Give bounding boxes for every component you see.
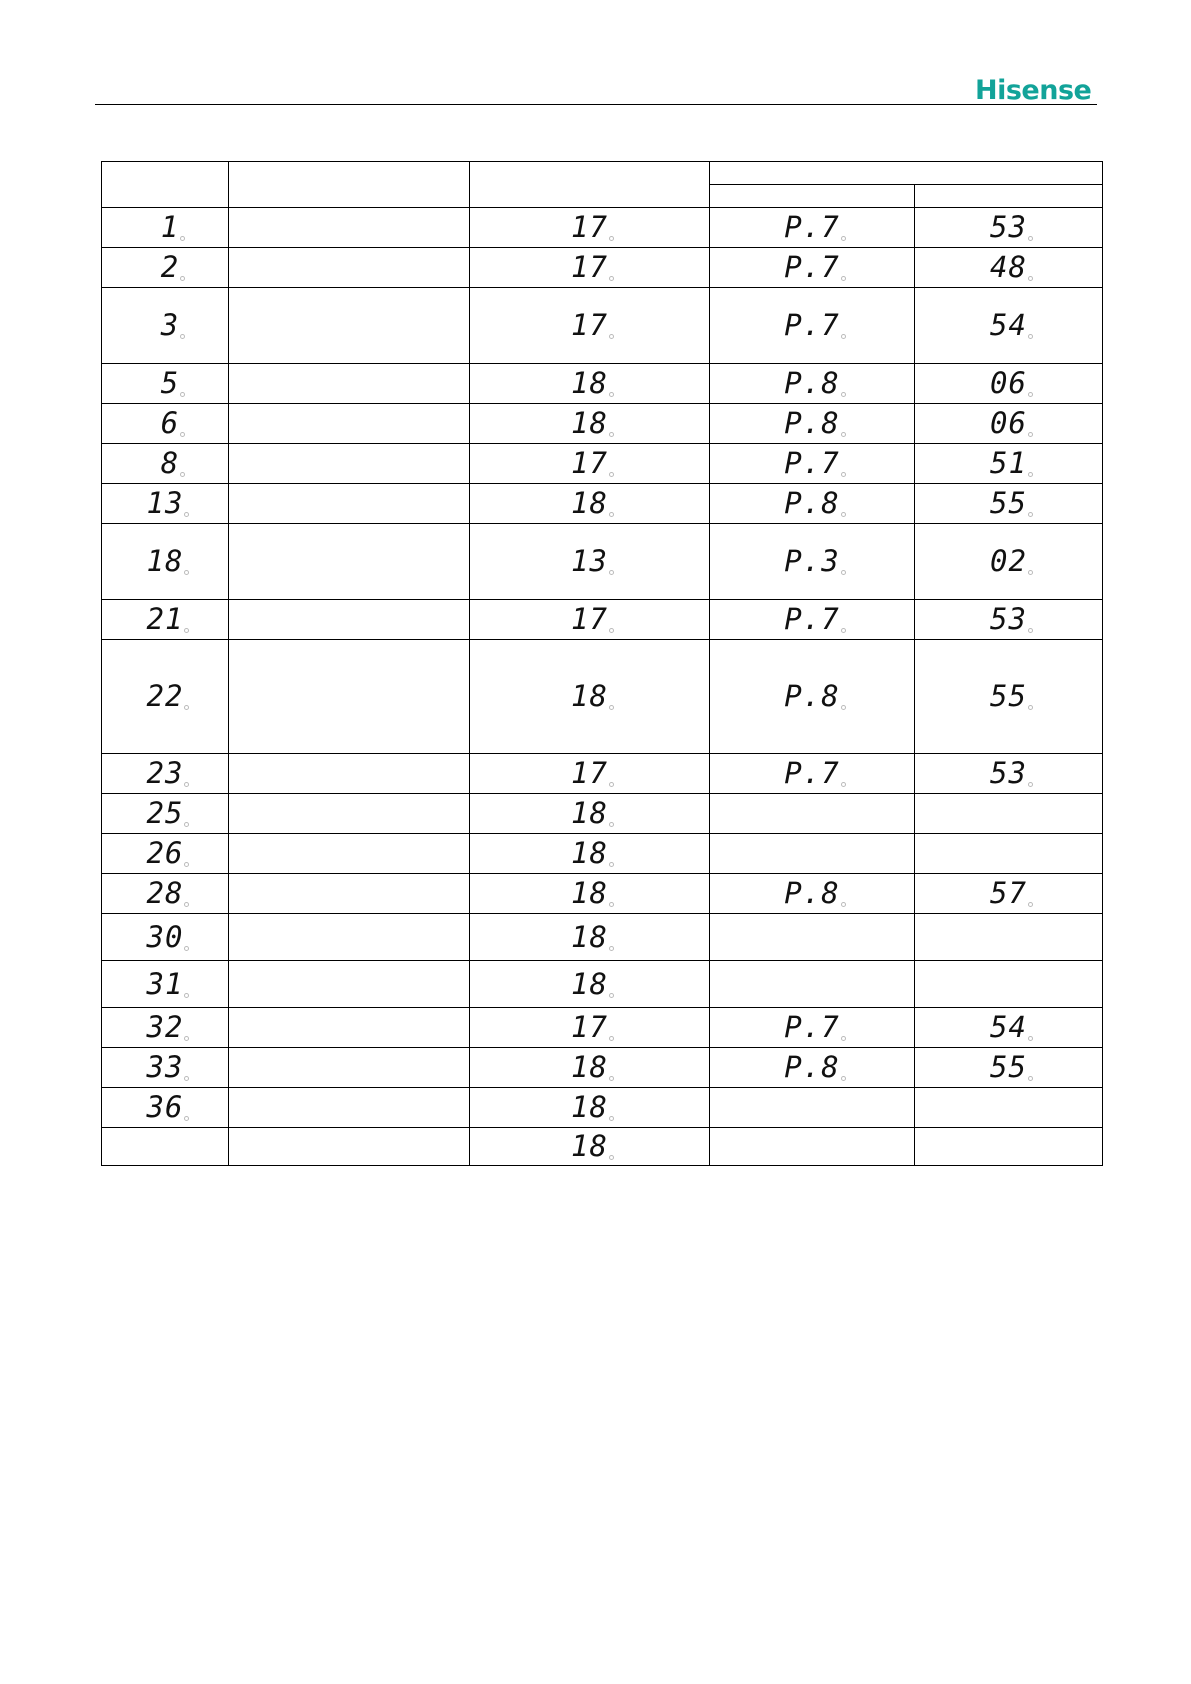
description-cell	[229, 1088, 470, 1128]
code-value: 13	[146, 486, 184, 520]
display-cell	[470, 1088, 710, 1128]
error-code-table	[101, 161, 1103, 1166]
value-cell	[915, 1128, 1103, 1166]
display-value: 17	[571, 250, 608, 284]
table-row	[102, 364, 1103, 404]
display-cell	[470, 404, 710, 444]
value-cell	[915, 444, 1103, 484]
display-value: 18	[571, 486, 608, 520]
table-row	[102, 834, 1103, 874]
subheader-cell-right	[915, 185, 1103, 208]
code-value: 8	[160, 446, 180, 480]
code-value: 6	[160, 406, 180, 440]
code-cell	[102, 754, 229, 794]
header-cell-display	[470, 162, 710, 208]
value-cell	[915, 874, 1103, 914]
display-cell	[470, 484, 710, 524]
table-row	[102, 248, 1103, 288]
description-cell	[229, 524, 470, 600]
subheader-cell-left	[710, 185, 915, 208]
code-value: 22	[146, 679, 184, 713]
setting-cell	[710, 874, 915, 914]
value-value: 06	[990, 406, 1027, 440]
code-cell	[102, 874, 229, 914]
code-cell	[102, 288, 229, 364]
description-cell	[229, 754, 470, 794]
code-cell	[102, 1128, 229, 1166]
description-cell	[229, 484, 470, 524]
table-row	[102, 754, 1103, 794]
description-cell	[229, 364, 470, 404]
value-cell	[915, 640, 1103, 754]
table-row	[102, 444, 1103, 484]
description-cell	[229, 208, 470, 248]
display-value: 17	[571, 210, 608, 244]
code-cell	[102, 640, 229, 754]
display-value: 18	[571, 406, 608, 440]
value-cell	[915, 600, 1103, 640]
value-value: 55	[990, 486, 1027, 520]
table-row	[102, 794, 1103, 834]
table-row	[102, 484, 1103, 524]
table-row	[102, 1088, 1103, 1128]
value-value: 55	[990, 679, 1027, 713]
code-value: 23	[146, 756, 184, 790]
display-cell	[470, 914, 710, 961]
code-cell	[102, 404, 229, 444]
code-cell	[102, 834, 229, 874]
header-cell-code	[102, 162, 229, 208]
display-value: 18	[571, 836, 608, 870]
code-value: 21	[146, 602, 184, 636]
code-cell	[102, 484, 229, 524]
setting-cell	[710, 961, 915, 1008]
code-value: 26	[146, 836, 184, 870]
display-cell	[470, 1128, 710, 1166]
display-cell	[470, 524, 710, 600]
value-value: 02	[990, 544, 1027, 578]
setting-cell	[710, 1088, 915, 1128]
description-cell	[229, 640, 470, 754]
display-value: 18	[571, 876, 608, 910]
display-value: 18	[571, 966, 608, 1001]
setting-cell	[710, 484, 915, 524]
display-value: 18	[571, 1050, 608, 1084]
description-cell	[229, 248, 470, 288]
value-value: 53	[990, 756, 1027, 790]
code-value: 31	[146, 966, 184, 1001]
setting-value: P.8	[784, 406, 840, 440]
display-cell	[470, 364, 710, 404]
code-value: 36	[146, 1090, 184, 1124]
display-value: 17	[571, 446, 608, 480]
code-value: 28	[146, 876, 184, 910]
setting-value: P.7	[784, 250, 840, 284]
setting-value: P.8	[784, 366, 840, 400]
value-cell	[915, 1008, 1103, 1048]
display-value: 18	[571, 679, 608, 713]
value-cell	[915, 364, 1103, 404]
setting-value: P.7	[784, 210, 840, 244]
setting-cell	[710, 524, 915, 600]
value-cell	[915, 208, 1103, 248]
display-cell	[470, 874, 710, 914]
display-cell	[470, 248, 710, 288]
code-cell	[102, 961, 229, 1008]
display-value: 13	[571, 544, 608, 578]
setting-value: P.7	[784, 308, 840, 342]
code-cell	[102, 208, 229, 248]
display-value: 18	[571, 1129, 608, 1163]
setting-cell	[710, 794, 915, 834]
value-cell	[915, 754, 1103, 794]
table-row	[102, 600, 1103, 640]
header-cell-group	[710, 162, 1103, 185]
value-cell	[915, 524, 1103, 600]
display-cell	[470, 794, 710, 834]
description-cell	[229, 600, 470, 640]
value-cell	[915, 834, 1103, 874]
hisense-logo: Hisense	[975, 75, 1092, 106]
code-value: 25	[146, 796, 184, 830]
code-cell	[102, 1088, 229, 1128]
setting-cell	[710, 600, 915, 640]
table-row	[102, 1048, 1103, 1088]
table-row	[102, 404, 1103, 444]
code-cell	[102, 364, 229, 404]
description-cell	[229, 834, 470, 874]
setting-cell	[710, 1008, 915, 1048]
code-value: 5	[160, 366, 180, 400]
setting-value: P.7	[784, 446, 840, 480]
code-cell	[102, 914, 229, 961]
code-value: 33	[146, 1050, 184, 1084]
setting-value: P.7	[784, 602, 840, 636]
value-cell	[915, 961, 1103, 1008]
code-value: 3	[160, 308, 180, 342]
display-cell	[470, 961, 710, 1008]
display-value: 18	[571, 796, 608, 830]
display-value: 18	[571, 366, 608, 400]
setting-cell	[710, 444, 915, 484]
value-cell	[915, 248, 1103, 288]
display-value: 18	[571, 1090, 608, 1124]
setting-cell	[710, 834, 915, 874]
table-row	[102, 640, 1103, 754]
code-value: 1	[160, 210, 180, 244]
display-cell	[470, 640, 710, 754]
code-value: 18	[146, 544, 184, 578]
setting-cell	[710, 364, 915, 404]
code-cell	[102, 248, 229, 288]
code-cell	[102, 524, 229, 600]
code-cell	[102, 1008, 229, 1048]
table-row	[102, 524, 1103, 600]
display-cell	[470, 208, 710, 248]
setting-value: P.7	[784, 1010, 840, 1044]
table-row	[102, 208, 1103, 248]
code-value: 30	[146, 919, 184, 954]
code-cell	[102, 444, 229, 484]
setting-cell	[710, 404, 915, 444]
value-value: 55	[990, 1050, 1027, 1084]
setting-value: P.8	[784, 1050, 840, 1084]
display-cell	[470, 834, 710, 874]
value-cell	[915, 914, 1103, 961]
table-row	[102, 1128, 1103, 1166]
table-row	[102, 1008, 1103, 1048]
description-cell	[229, 444, 470, 484]
value-value: 51	[990, 446, 1027, 480]
display-value: 17	[571, 308, 608, 342]
code-cell	[102, 794, 229, 834]
table-row	[102, 914, 1103, 961]
value-value: 57	[990, 876, 1027, 910]
setting-cell	[710, 248, 915, 288]
setting-value: P.3	[784, 544, 840, 578]
setting-value: P.8	[784, 876, 840, 910]
display-cell	[470, 600, 710, 640]
table-header-row	[102, 162, 1103, 185]
code-cell	[102, 1048, 229, 1088]
header-cell-description	[229, 162, 470, 208]
setting-value: P.7	[784, 756, 840, 790]
description-cell	[229, 1048, 470, 1088]
setting-cell	[710, 1128, 915, 1166]
display-cell	[470, 444, 710, 484]
display-value: 17	[571, 1010, 608, 1044]
table-row	[102, 288, 1103, 364]
description-cell	[229, 874, 470, 914]
code-value: 32	[146, 1010, 184, 1044]
value-cell	[915, 1048, 1103, 1088]
display-cell	[470, 288, 710, 364]
value-value: 54	[990, 1010, 1027, 1044]
value-value: 53	[990, 602, 1027, 636]
description-cell	[229, 794, 470, 834]
value-value: 48	[990, 250, 1027, 284]
description-cell	[229, 1008, 470, 1048]
display-value: 17	[571, 602, 608, 636]
value-cell	[915, 794, 1103, 834]
description-cell	[229, 914, 470, 961]
setting-cell	[710, 208, 915, 248]
value-cell	[915, 484, 1103, 524]
description-cell	[229, 404, 470, 444]
table-row	[102, 961, 1103, 1008]
setting-cell	[710, 914, 915, 961]
setting-cell	[710, 754, 915, 794]
value-value: 06	[990, 366, 1027, 400]
header-divider	[95, 104, 1097, 105]
display-value: 17	[571, 756, 608, 790]
description-cell	[229, 1128, 470, 1166]
display-cell	[470, 1048, 710, 1088]
setting-value: P.8	[784, 486, 840, 520]
value-cell	[915, 404, 1103, 444]
value-value: 53	[990, 210, 1027, 244]
display-value: 18	[571, 919, 608, 954]
display-cell	[470, 754, 710, 794]
setting-cell	[710, 1048, 915, 1088]
setting-cell	[710, 640, 915, 754]
description-cell	[229, 961, 470, 1008]
code-value: 2	[160, 250, 180, 284]
value-cell	[915, 1088, 1103, 1128]
display-cell	[470, 1008, 710, 1048]
setting-value: P.8	[784, 679, 840, 713]
setting-cell	[710, 288, 915, 364]
value-cell	[915, 288, 1103, 364]
code-cell	[102, 600, 229, 640]
table-row	[102, 874, 1103, 914]
description-cell	[229, 288, 470, 364]
value-value: 54	[990, 308, 1027, 342]
